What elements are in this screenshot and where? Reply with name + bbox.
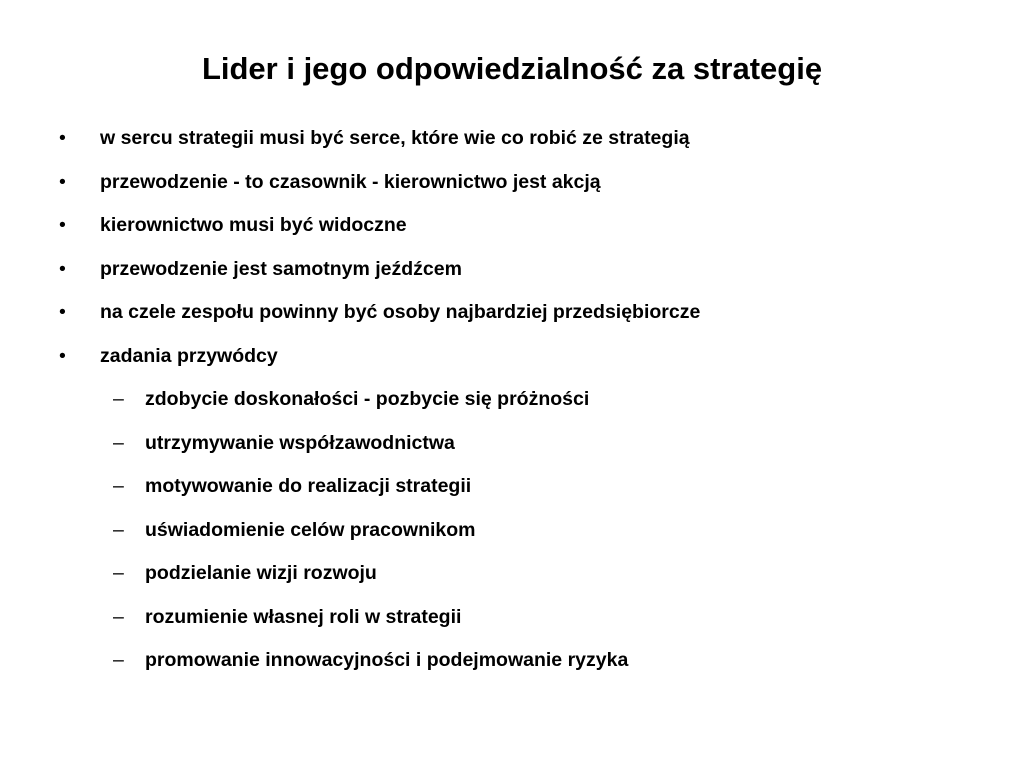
sub-list-item-text: uświadomienie celów pracownikom — [145, 518, 476, 541]
list-item-text: zadania przywódcy — [100, 344, 278, 367]
sub-list-item — [0, 465, 1024, 509]
list-item — [0, 117, 1024, 161]
list-item-text: przewodzenie jest samotnym jeźdźcem — [100, 257, 462, 280]
bullet-icon: • — [59, 301, 66, 323]
list-item-text: przewodzenie - to czasownik - kierownictwo jest akcją — [100, 170, 601, 193]
sub-list-item — [0, 552, 1024, 596]
slide-title: Lider i jego odpowiedzialność za strategię — [201, 51, 823, 86]
bullet-icon: • — [59, 170, 66, 193]
dash-icon: – — [113, 649, 124, 671]
list-item — [0, 248, 1024, 292]
bullet-icon: • — [59, 127, 66, 149]
bullet-icon: • — [59, 257, 66, 280]
bullet-icon: • — [59, 214, 66, 236]
list-item-text: na czele zespołu powinny być osoby najbardziej przedsiębiorcze — [100, 301, 701, 323]
sub-list-item — [0, 422, 1024, 466]
dash-icon: – — [113, 605, 124, 628]
dash-icon: – — [113, 388, 124, 410]
dash-icon: – — [113, 562, 124, 584]
sub-list-item-text: rozumienie własnej roli w strategii — [145, 605, 462, 628]
list-item — [0, 204, 1024, 248]
sub-list-item-text: promowanie innowacyjności i podejmowanie ryzyka — [145, 649, 629, 671]
list-item-text: kierownictwo musi być widoczne — [100, 214, 407, 236]
dash-icon: – — [113, 475, 124, 497]
sub-list-item — [0, 639, 1024, 683]
sub-list-item-text: zdobycie doskonałości - pozbycie się próżności — [145, 388, 590, 410]
dash-icon: – — [113, 431, 124, 454]
bullet-icon: • — [59, 344, 66, 367]
sub-list-item-text: motywowanie do realizacji strategii — [145, 475, 472, 497]
sub-list-item-text: utrzymywanie współzawodnictwa — [145, 431, 455, 454]
sub-list-item — [0, 596, 1024, 640]
dash-icon: – — [113, 518, 124, 541]
sub-list-item — [0, 378, 1024, 422]
sub-list-item-text: podzielanie wizji rozwoju — [145, 562, 377, 584]
sub-list-item — [0, 509, 1024, 553]
bullet-list — [0, 117, 1024, 683]
list-item — [0, 335, 1024, 379]
list-item-text: w sercu strategii musi być serce, które wie co robić ze strategią — [100, 127, 690, 149]
list-item — [0, 161, 1024, 205]
list-item — [0, 291, 1024, 335]
